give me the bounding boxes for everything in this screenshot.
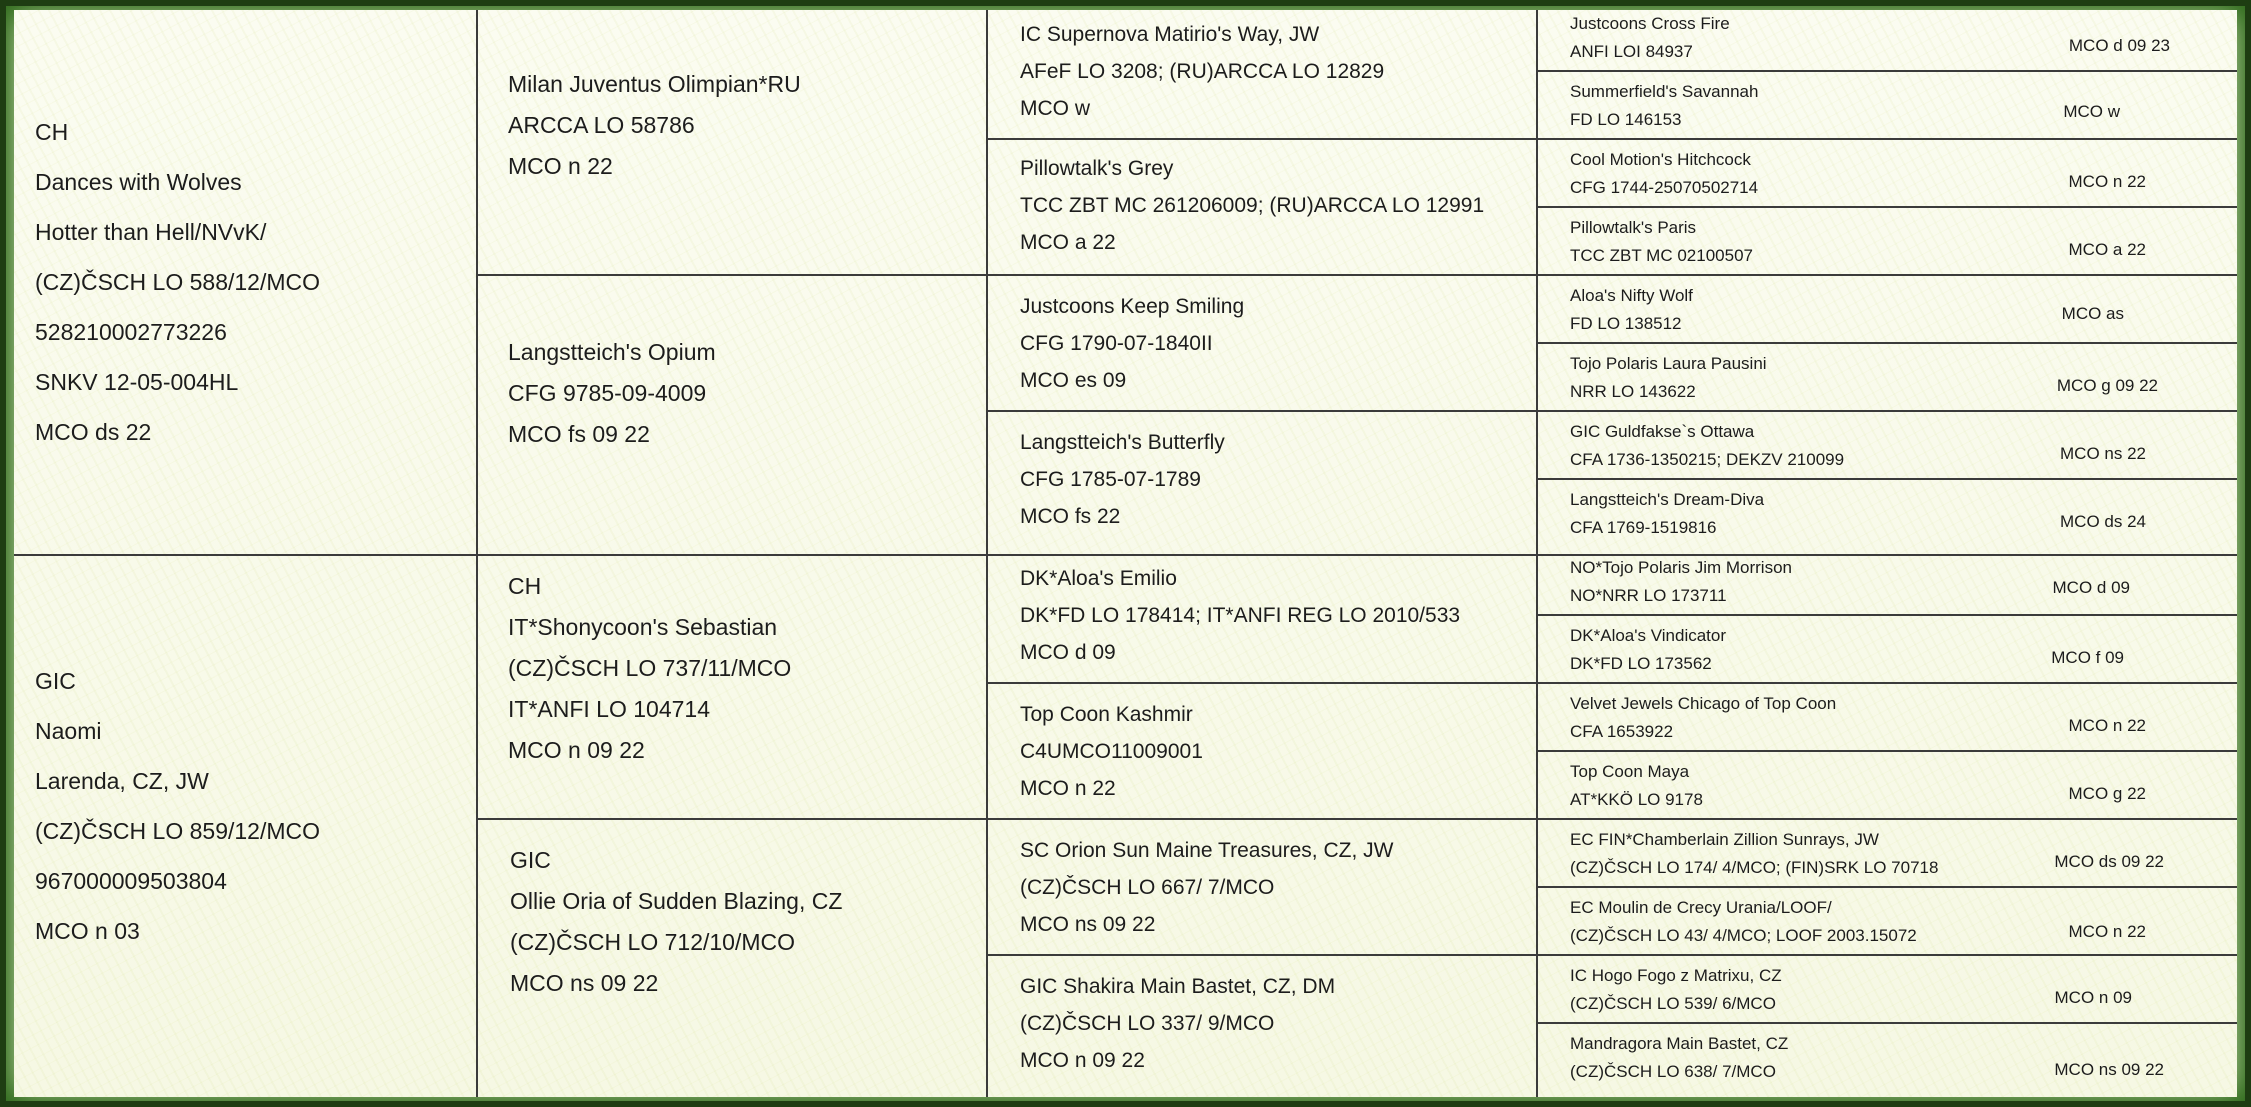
text-line: C4UMCO11009001 <box>1020 740 1203 763</box>
text-line: MCO d 09 <box>1020 641 1116 664</box>
gg-grandparent-9 <box>1570 554 2170 610</box>
text-line: ARCCA LO 58786 <box>508 112 695 138</box>
ems-code: MCO w <box>2063 102 2120 121</box>
cat-registration: (CZ)ČSCH LO 174/ 4/MCO; (FIN)SRK LO 70718 <box>1570 858 1939 877</box>
pedigree-sheet <box>14 10 2237 1097</box>
text-line: 967000009503804 <box>35 868 227 894</box>
cat-name: EC FIN*Chamberlain Zillion Sunrays, JW <box>1570 830 1879 849</box>
great-grandparent-3 <box>1020 288 1530 399</box>
text-line: Hotter than Hell/NVvK/ <box>35 219 267 245</box>
ems-code: MCO g 09 22 <box>2056 376 2158 395</box>
text-line: IC Supernova Matirio's Way, JW <box>1020 23 1320 46</box>
gg-grandparent-15 <box>1570 962 2170 1018</box>
cat-name: Justcoons Cross Fire <box>1570 14 1730 33</box>
text-line: MCO fs 09 22 <box>508 421 650 447</box>
cat-registration: TCC ZBT MC 02100507 <box>1570 246 1753 265</box>
ems-code: MCO a 22 <box>2068 240 2146 259</box>
cat-name: Summerfield's Savannah <box>1570 82 1759 101</box>
ems-code: MCO n 22 <box>2068 716 2146 735</box>
gg-grandparent-1 <box>1570 10 2170 66</box>
cat-registration: CFA 1736-1350215; DEKZV 210099 <box>1570 450 1845 469</box>
divider <box>986 410 2237 412</box>
gg-grandparent-14 <box>1570 894 2170 950</box>
text-line: CFG 1785-07-1789 <box>1020 468 1201 491</box>
text-line: Ollie Oria of Sudden Blazing, CZ <box>510 888 843 914</box>
divider <box>986 954 2237 956</box>
divider <box>986 682 2237 684</box>
text-line: Dances with Wolves <box>35 169 242 195</box>
text-line: DK*FD LO 178414; IT*ANFI REG LO 2010/533 <box>1020 604 1461 627</box>
ems-code: MCO f 09 <box>2051 648 2124 667</box>
cat-registration: CFA 1653922 <box>1570 722 1674 741</box>
text-line: Top Coon Kashmir <box>1020 703 1193 726</box>
divider <box>1536 478 2237 480</box>
text-line: MCO n 22 <box>508 153 613 179</box>
text-line: AFeF LO 3208; (RU)ARCCA LO 12829 <box>1020 60 1385 83</box>
text-line: GIC <box>510 847 551 873</box>
text-line: MCO fs 22 <box>1020 505 1121 528</box>
text-line: SC Orion Sun Maine Treasures, CZ, JW <box>1020 839 1394 862</box>
ems-code: MCO ns 22 <box>2060 444 2146 463</box>
text-line: (CZ)ČSCH LO 667/ 7/MCO <box>1020 876 1275 899</box>
great-grandparent-2 <box>1020 150 1530 261</box>
text-line: Pillowtalk's Grey <box>1020 157 1174 180</box>
divider <box>1536 206 2237 208</box>
gg-grandparent-2 <box>1570 78 2170 134</box>
text-line: (CZ)ČSCH LO 859/12/MCO <box>35 818 321 844</box>
grandparent-2 <box>508 332 978 455</box>
divider <box>986 138 2237 140</box>
text-line: CFG 9785-09-4009 <box>508 380 707 406</box>
cat-name: DK*Aloa's Vindicator <box>1570 626 1727 645</box>
gg-grandparent-16 <box>1570 1030 2170 1086</box>
cat-name: Mandragora Main Bastet, CZ <box>1570 1034 1789 1053</box>
cat-name: Aloa's Nifty Wolf <box>1570 286 1693 305</box>
cat-name: GIC Guldfakse`s Ottawa <box>1570 422 1755 441</box>
gg-grandparent-7 <box>1570 418 2170 474</box>
gg-grandparent-5 <box>1570 282 2170 338</box>
divider <box>1536 342 2237 344</box>
text-line: MCO n 03 <box>35 918 140 944</box>
parent-sire <box>35 107 465 457</box>
text-line: (CZ)ČSCH LO 737/11/MCO <box>508 655 792 681</box>
great-grandparent-6 <box>1020 696 1530 807</box>
divider <box>1536 70 2237 72</box>
text-line: GIC Shakira Main Bastet, CZ, DM <box>1020 975 1336 998</box>
great-grandparent-5 <box>1020 560 1530 671</box>
divider <box>1536 886 2237 888</box>
cat-registration: (CZ)ČSCH LO 539/ 6/MCO <box>1570 994 1776 1013</box>
cat-name: Top Coon Maya <box>1570 762 1690 781</box>
great-grandparent-7 <box>1020 832 1530 943</box>
cat-registration: NO*NRR LO 173711 <box>1570 586 1727 605</box>
gg-grandparent-12 <box>1570 758 2170 814</box>
cat-registration: CFA 1769-1519816 <box>1570 518 1717 537</box>
text-line: CH <box>508 573 542 599</box>
gg-grandparent-10 <box>1570 622 2170 678</box>
cat-registration: ANFI LOI 84937 <box>1570 42 1693 61</box>
gg-grandparent-11 <box>1570 690 2170 746</box>
cat-registration: (CZ)ČSCH LO 43/ 4/MCO; LOOF 2003.15072 <box>1570 926 1917 945</box>
ems-code: MCO ds 24 <box>2060 512 2146 531</box>
text-line: MCO a 22 <box>1020 231 1116 254</box>
ems-code: MCO n 09 <box>2054 988 2132 1007</box>
cat-name: Cool Motion's Hitchcock <box>1570 150 1751 169</box>
divider <box>1536 1022 2237 1024</box>
text-line: MCO w <box>1020 97 1090 120</box>
cat-registration: (CZ)ČSCH LO 638/ 7/MCO <box>1570 1062 1776 1081</box>
text-line: IT*Shonycoon's Sebastian <box>508 614 778 640</box>
text-line: TCC ZBT MC 261206009; (RU)ARCCA LO 12991 <box>1020 194 1485 217</box>
cat-registration: CFG 1744-25070502714 <box>1570 178 1759 197</box>
grandparent-4 <box>510 840 980 1004</box>
gg-grandparent-6 <box>1570 350 2170 406</box>
divider <box>476 818 2237 820</box>
grandparent-1 <box>508 64 978 187</box>
ems-code: MCO g 22 <box>2068 784 2146 803</box>
cat-name: Velvet Jewels Chicago of Top Coon <box>1570 694 1837 713</box>
text-line: DK*Aloa's Emilio <box>1020 567 1177 590</box>
text-line: IT*ANFI LO 104714 <box>508 696 710 722</box>
text-line: MCO es 09 <box>1020 369 1127 392</box>
text-line: SNKV 12-05-004HL <box>35 369 239 395</box>
ems-code: MCO n 22 <box>2068 172 2146 191</box>
text-line: CFG 1790-07-1840II <box>1020 332 1213 355</box>
text-line: MCO ds 22 <box>35 419 152 445</box>
ems-code: MCO as <box>2061 304 2124 323</box>
text-line: GIC <box>35 668 76 694</box>
cat-registration: AT*KKÖ LO 9178 <box>1570 790 1703 809</box>
text-line: Larenda, CZ, JW <box>35 768 209 794</box>
text-line: Justcoons Keep Smiling <box>1020 295 1245 318</box>
parent-dam <box>35 656 465 956</box>
text-line: (CZ)ČSCH LO 588/12/MCO <box>35 269 321 295</box>
text-line: MCO n 09 22 <box>1020 1049 1145 1072</box>
text-line: 528210002773226 <box>35 319 227 345</box>
cat-name: Pillowtalk's Paris <box>1570 218 1697 237</box>
gg-grandparent-3 <box>1570 146 2170 202</box>
gg-grandparent-8 <box>1570 486 2170 542</box>
cat-name: Tojo Polaris Laura Pausini <box>1570 354 1767 373</box>
cat-name: Langstteich's Dream-Diva <box>1570 490 1765 509</box>
text-line: Langstteich's Opium <box>508 339 716 365</box>
great-grandparent-8 <box>1020 968 1530 1079</box>
cat-registration: NRR LO 143622 <box>1570 382 1696 401</box>
text-line: MCO n 09 22 <box>508 737 645 763</box>
ems-code: MCO ns 09 22 <box>2054 1060 2164 1079</box>
great-grandparent-1 <box>1020 16 1530 127</box>
cat-registration: FD LO 138512 <box>1570 314 1682 333</box>
gg-grandparent-13 <box>1570 826 2170 882</box>
text-line: Langstteich's Butterfly <box>1020 431 1225 454</box>
ems-code: MCO d 09 23 <box>2068 36 2170 55</box>
text-line: Milan Juventus Olimpian*RU <box>508 71 801 97</box>
cat-name: EC Moulin de Crecy Urania/LOOF/ <box>1570 898 1832 917</box>
grandparent-3 <box>508 566 978 771</box>
text-line: Naomi <box>35 718 102 744</box>
cat-registration: FD LO 146153 <box>1570 110 1682 129</box>
divider <box>476 274 2237 276</box>
ems-code: MCO ds 09 22 <box>2054 852 2164 871</box>
ems-code: MCO n 22 <box>2068 922 2146 941</box>
text-line: MCO ns 09 22 <box>1020 913 1156 936</box>
cat-name: NO*Tojo Polaris Jim Morrison <box>1570 558 1792 577</box>
divider <box>1536 750 2237 752</box>
text-line: MCO ns 09 22 <box>510 970 659 996</box>
text-line: (CZ)ČSCH LO 712/10/MCO <box>510 929 796 955</box>
text-line: CH <box>35 119 69 145</box>
gg-grandparent-4 <box>1570 214 2170 270</box>
great-grandparent-4 <box>1020 424 1530 535</box>
text-line: MCO n 22 <box>1020 777 1116 800</box>
cat-registration: DK*FD LO 173562 <box>1570 654 1712 673</box>
cat-name: IC Hogo Fogo z Matrixu, CZ <box>1570 966 1782 985</box>
divider <box>1536 614 2237 616</box>
ems-code: MCO d 09 <box>2052 578 2130 597</box>
text-line: (CZ)ČSCH LO 337/ 9/MCO <box>1020 1012 1275 1035</box>
